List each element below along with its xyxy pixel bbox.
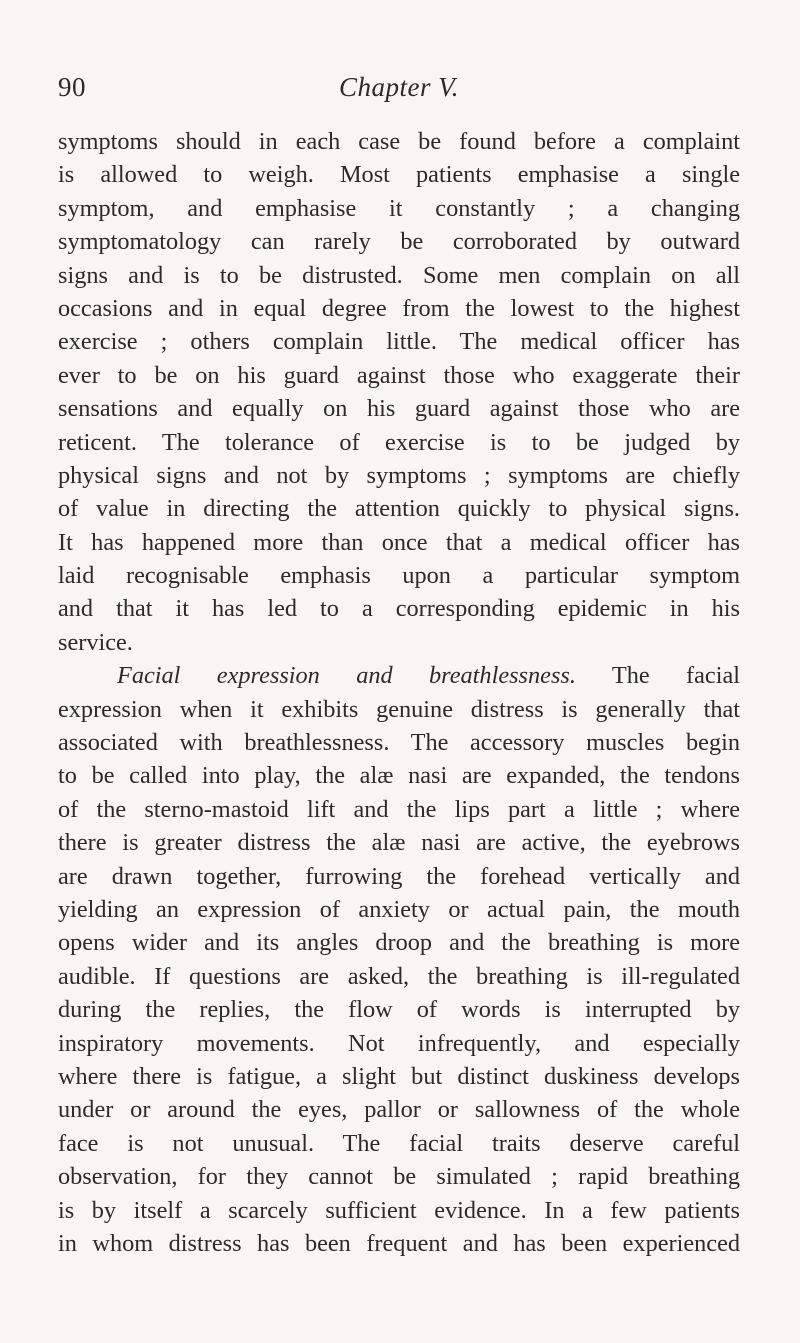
text-line: under or around the eyes, pallor or sallowness of the whole bbox=[58, 1096, 740, 1124]
text-line: opens wider and its angles droop and the breathing is more bbox=[58, 929, 740, 957]
text-line: symptomatology can rarely be corroborated by outward bbox=[58, 228, 740, 256]
body-text bbox=[58, 125, 740, 1260]
text-line: where there is fatigue, a slight but distinct duskiness develops bbox=[58, 1062, 740, 1090]
section-first-line bbox=[58, 659, 740, 692]
section-heading: Facial expression and breathlessness. bbox=[117, 662, 576, 690]
text-line: occasions and in equal degree from the lowest to the highest bbox=[58, 294, 740, 322]
text-line: exercise ; others complain little. The medical officer has bbox=[58, 328, 740, 356]
text-line: is allowed to weigh. Most patients emphasise a single bbox=[58, 161, 740, 189]
text-line: It has happened more than once that a medical officer has bbox=[58, 528, 740, 556]
text-line: reticent. The tolerance of exercise is to be judged by bbox=[58, 428, 740, 456]
text-line: physical signs and not by symptoms ; symptoms are chiefly bbox=[58, 461, 740, 489]
text-line: is by itself a scarcely sufficient evidence. In a few patients bbox=[58, 1196, 740, 1224]
text-line: laid recognisable emphasis upon a particular symptom bbox=[58, 562, 740, 590]
text-line: inspiratory movements. Not infrequently, and especially bbox=[58, 1029, 740, 1057]
text-line: associated with breathlessness. The accessory muscles begin bbox=[58, 729, 740, 757]
text-line: to be called into play, the alæ nasi are expanded, the tendons bbox=[58, 762, 740, 790]
text-line: yielding an expression of anxiety or actual pain, the mouth bbox=[58, 895, 740, 923]
text-line: of value in directing the attention quickly to physical signs. bbox=[58, 495, 740, 523]
text-line: during the replies, the flow of words is interrupted by bbox=[58, 996, 740, 1024]
text-line: sensations and equally on his guard against those who are bbox=[58, 395, 740, 423]
text-line: service. bbox=[58, 628, 133, 656]
text-line: observation, for they cannot be simulated ; rapid breathing bbox=[58, 1163, 740, 1191]
text-line: expression when it exhibits genuine distress is generally that bbox=[58, 695, 740, 723]
running-head: Chapter V. bbox=[339, 72, 460, 102]
text-line: face is not unusual. The facial traits deserve careful bbox=[58, 1129, 740, 1157]
text-line: and that it has led to a corresponding epidemic in his bbox=[58, 595, 740, 623]
page-header bbox=[58, 72, 742, 112]
page-number: 90 bbox=[58, 72, 86, 102]
text-line: signs and is to be distrusted. Some men complain on all bbox=[58, 261, 740, 289]
text-line: of the sterno-mastoid lift and the lips part a little ; where bbox=[58, 795, 740, 823]
text-line: are drawn together, furrowing the forehead vertically and bbox=[58, 862, 740, 890]
text-line: ever to be on his guard against those who exaggerate their bbox=[58, 361, 740, 389]
text-line: symptoms should in each case be found before a complaint bbox=[58, 128, 740, 155]
text-line: audible. If questions are asked, the breathing is ill-regulated bbox=[58, 962, 740, 990]
section-first-line-rest: The facial bbox=[611, 662, 740, 690]
text-line: there is greater distress the alæ nasi are active, the eyebrows bbox=[58, 829, 740, 857]
text-line: in whom distress has been frequent and has been experienced bbox=[58, 1229, 740, 1257]
text-line: symptom, and emphasise it constantly ; a changing bbox=[58, 194, 740, 222]
